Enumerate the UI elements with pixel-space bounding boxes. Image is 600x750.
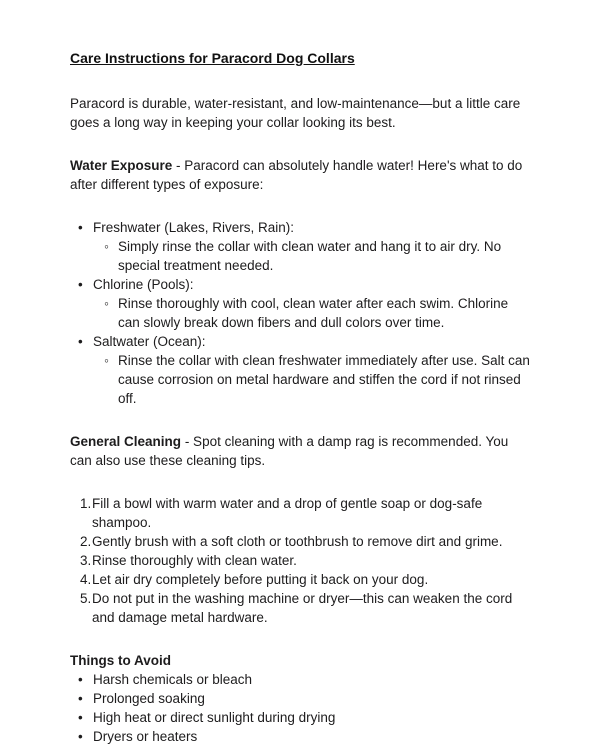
list-item — [70, 689, 530, 708]
cleaning-steps-list — [70, 494, 530, 627]
intro-paragraph: Paracord is durable, water-resistant, and low-maintenance—but a little care goes a long way in keeping your collar looking its best. — [70, 96, 521, 130]
list-subitem — [70, 294, 530, 332]
list-number: 2. — [80, 534, 92, 549]
bullet-icon — [78, 275, 93, 294]
things-to-avoid-list — [70, 670, 530, 746]
general-cleaning-paragraph — [70, 432, 530, 470]
list-number: 4. — [80, 572, 92, 587]
list-subitem — [70, 351, 530, 408]
bullet-icon — [78, 218, 93, 237]
list-number: 5. — [80, 591, 92, 606]
numbered-item-text: Do not put in the washing machine or dryer—this can weaken the cord and damage metal hardware. — [92, 591, 513, 625]
bullet-icon — [78, 332, 93, 351]
circle-bullet-icon — [104, 294, 118, 313]
numbered-list-item — [70, 494, 530, 532]
bullet-icon — [78, 708, 93, 727]
list-item-text: High heat or direct sunlight during drying — [93, 710, 336, 725]
bullet-icon — [78, 689, 93, 708]
numbered-list-item — [70, 532, 530, 551]
list-item — [70, 727, 530, 746]
numbered-item-text: Rinse thoroughly with clean water. — [92, 553, 297, 568]
list-subitem-text: Rinse thoroughly with cool, clean water after each swim. Chlorine can slowly break down fibers and dull colors over time. — [118, 296, 509, 330]
list-item — [70, 275, 530, 294]
list-item — [70, 708, 530, 727]
page-title: Care Instructions for Paracord Dog Collars — [70, 50, 355, 66]
numbered-list-item — [70, 551, 530, 570]
numbered-list-item — [70, 570, 530, 589]
circle-bullet-icon — [104, 237, 118, 256]
bullet-icon — [78, 670, 93, 689]
circle-bullet-icon — [104, 351, 118, 370]
list-item-label: Freshwater (Lakes, Rivers, Rain): — [93, 220, 295, 235]
list-item-text: Dryers or heaters — [93, 729, 198, 744]
list-item-label: Chlorine (Pools): — [93, 277, 194, 292]
list-item-text: Harsh chemicals or bleach — [93, 672, 253, 687]
list-item — [70, 332, 530, 351]
numbered-item-text: Fill a bowl with warm water and a drop of gentle soap or dog-safe shampoo. — [92, 496, 483, 530]
water-exposure-lead: - Paracord can absolutely handle water! Here's what to do after different types of exposure: — [70, 158, 523, 192]
list-subitem-text: Rinse the collar with clean freshwater immediately after use. Salt can cause corrosion on metal hardware and stiffen the cord if not rinsed off. — [118, 353, 530, 406]
numbered-item-text: Gently brush with a soft cloth or toothbrush to remove dirt and grime. — [92, 534, 503, 549]
list-subitem — [70, 237, 530, 275]
general-cleaning-heading: General Cleaning — [70, 434, 182, 449]
list-item-label: Saltwater (Ocean): — [93, 334, 206, 349]
water-exposure-heading: Water Exposure — [70, 158, 173, 173]
list-item — [70, 218, 530, 237]
general-cleaning-lead: - Spot cleaning with a damp rag is recommended. You can also use these cleaning tips. — [70, 434, 509, 468]
list-number: 1. — [80, 496, 92, 511]
list-subitem-text: Simply rinse the collar with clean water and hang it to air dry. No special treatment needed. — [118, 239, 502, 273]
water-exposure-list — [70, 218, 530, 408]
bullet-icon — [78, 727, 93, 746]
things-to-avoid-heading: Things to Avoid — [70, 653, 171, 668]
list-item — [70, 670, 530, 689]
things-to-avoid-paragraph — [70, 651, 530, 670]
water-exposure-paragraph — [70, 156, 530, 194]
numbered-list-item — [70, 589, 530, 627]
numbered-item-text: Let air dry completely before putting it back on your dog. — [92, 572, 429, 587]
list-number: 3. — [80, 553, 92, 568]
list-item-text: Prolonged soaking — [93, 691, 205, 706]
